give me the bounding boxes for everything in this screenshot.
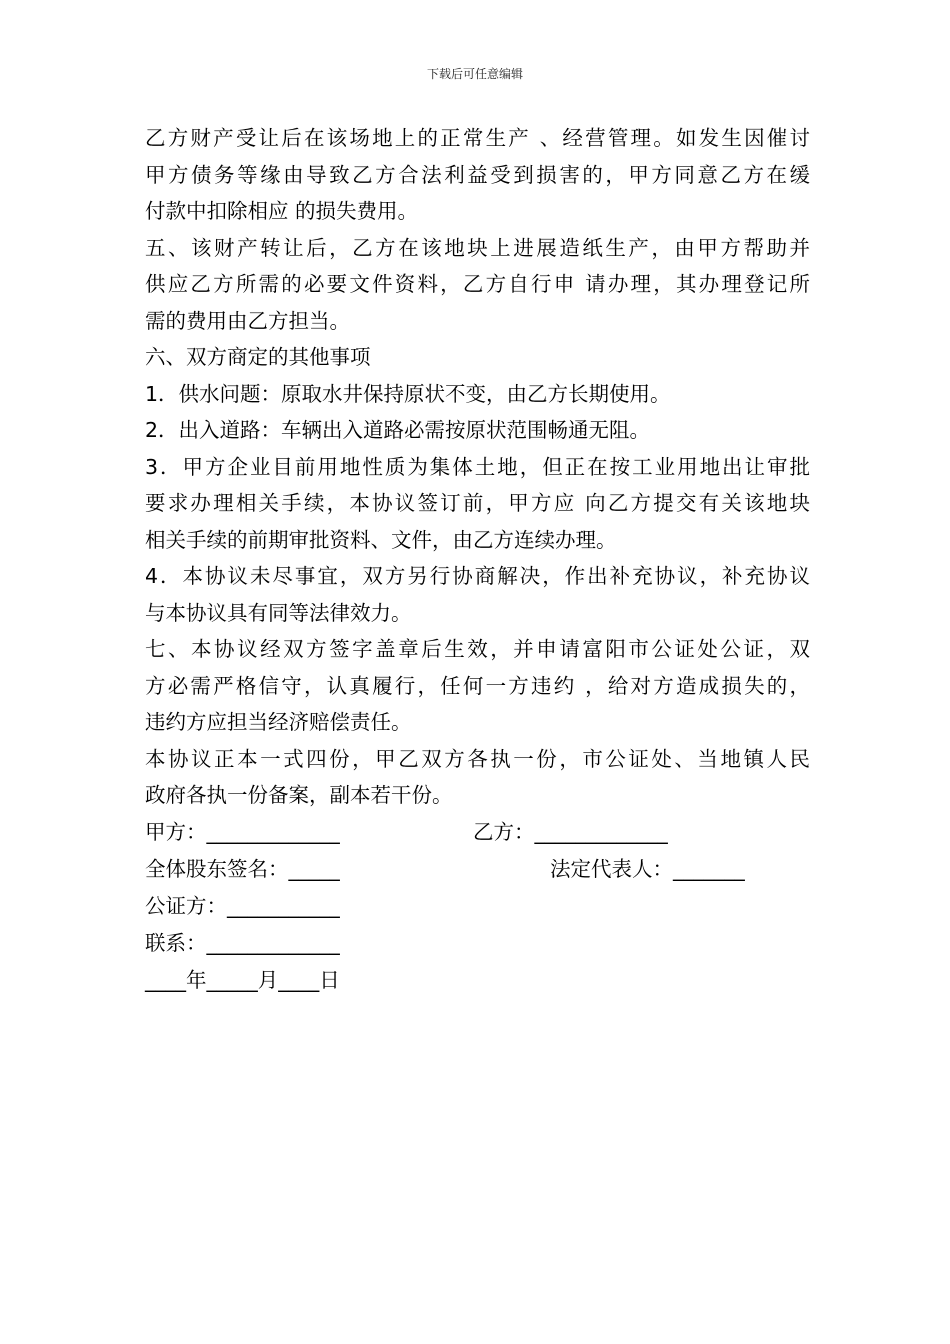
text-line: 4．本协议未尽事宜，双方另行协商解决，作出补充协议，补充协议 <box>145 564 810 588</box>
text-line: 付款中扣除相应 的损失费用。 <box>145 199 419 223</box>
paragraph-continuation <box>145 120 810 230</box>
signature-row-parties <box>145 814 810 851</box>
text-line: 与本协议具有同等法律效力。 <box>145 600 412 625</box>
text-line: 3．甲方企业目前用地性质为集体土地，但正在按工业用地出让审批 <box>145 454 810 479</box>
document-body <box>145 120 810 999</box>
clause-six-item-4 <box>145 558 810 631</box>
text-line: 1．供水问题：原取水井保持原状不变，由乙方长期使用。 <box>145 381 671 406</box>
date-field: ____年_____月____日 <box>145 967 340 992</box>
copies-paragraph <box>145 741 810 814</box>
clause-five <box>145 230 810 340</box>
clause-six-item-2 <box>145 412 810 449</box>
shareholders-signature-field: 全体股东签名：_____ <box>145 856 340 881</box>
clause-six-item-3 <box>145 449 810 559</box>
text-line: 乙方财产受让后在该场地上的正常生产 、经营管理。如发生因催讨 <box>145 126 810 150</box>
text-line: 供应乙方所需的必要文件资料，乙方自行申 请办理，其办理登记所 <box>145 272 810 296</box>
contact-field: 联系：_____________ <box>145 930 340 955</box>
text-line: 2．出入道路：车辆出入道路必需按原状范围畅通无阻。 <box>145 418 651 442</box>
text-line: 政府各执一份备案，副本若干份。 <box>145 783 453 807</box>
text-line: 方必需严格信守，认真履行，任何一方违约 ，给对方造成损失的， <box>145 673 810 698</box>
legal-rep-signature-field: 法定代表人：_______ <box>550 856 745 881</box>
party-a-signature-field: 甲方：_____________ <box>145 819 340 844</box>
text-line: 七、本协议经双方签字盖章后生效，并申请富阳市公证处公证，双 <box>145 637 810 661</box>
signature-row-representatives <box>145 851 810 888</box>
notary-signature-field: 公证方：___________ <box>145 893 340 918</box>
signature-block <box>145 814 810 999</box>
party-b-signature-field: 乙方：_____________ <box>473 819 668 844</box>
clause-seven <box>145 631 810 741</box>
text-line: 本协议正本一式四份，甲乙双方各执一份，市公证处、当地镇人民 <box>145 746 810 771</box>
text-line: 相关手续的前期审批资料、文件，由乙方连续办理。 <box>145 527 617 552</box>
text-line: 违约方应担当经济赔偿责任。 <box>145 710 412 734</box>
text-line: 需的费用由乙方担当。 <box>145 308 350 333</box>
page-header-note: 下载后可任意编辑 <box>426 67 523 81</box>
text-line: 要求办理相关手续，本协议签订前，甲方应 向乙方提交有关该地块 <box>145 491 810 515</box>
clause-six-item-1 <box>145 376 810 413</box>
text-line: 六、双方商定的其他事项 <box>145 345 371 369</box>
text-line: 五、该财产转让后，乙方在该地块上进展造纸生产，由甲方帮助并 <box>145 235 810 260</box>
clause-six-heading <box>145 339 810 376</box>
text-line: 甲方债务等缘由导致乙方合法利益受到损害的，甲方同意乙方在缓 <box>145 162 810 187</box>
